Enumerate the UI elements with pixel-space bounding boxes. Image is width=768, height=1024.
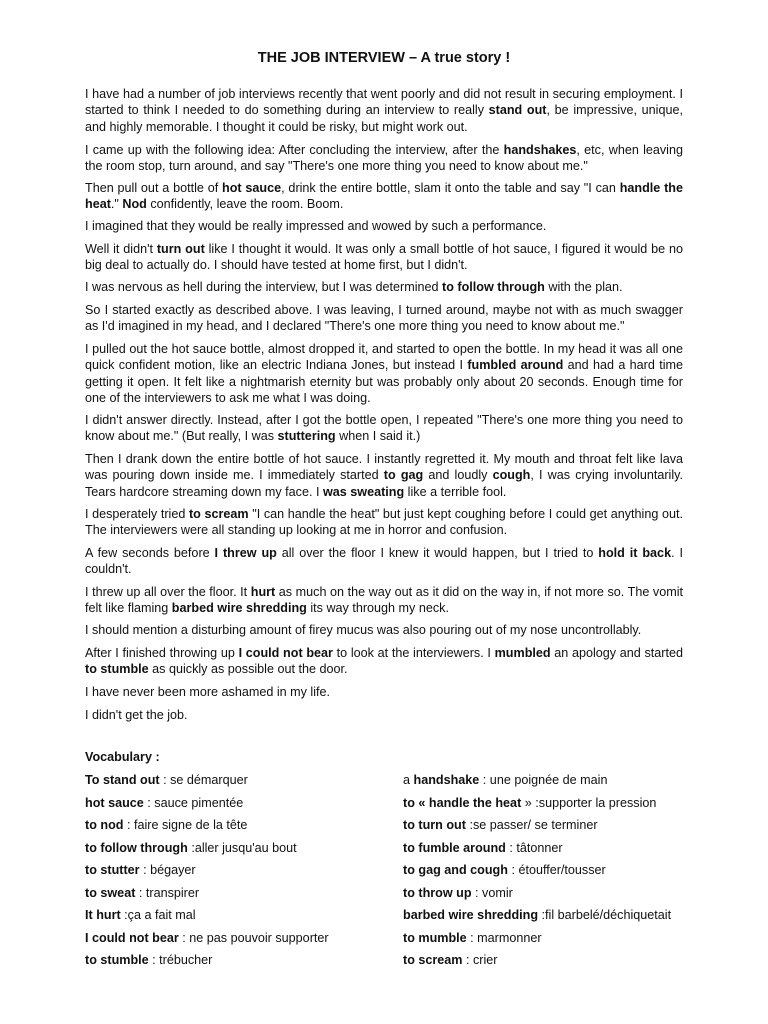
story-paragraph: [85, 279, 683, 295]
vocab-highlight: hurt: [250, 585, 276, 599]
vocab-highlight: handle the heat: [85, 181, 684, 212]
vocab-entry: [85, 931, 329, 945]
story-paragraph: [85, 506, 683, 539]
page-title: THE JOB INTERVIEW – A true story !: [257, 50, 511, 66]
story-paragraph: [85, 341, 683, 406]
vocab-definition: :ça a fait mal: [120, 908, 196, 922]
vocab-definition: : crier: [462, 953, 498, 967]
vocab-definition: : se démarquer: [159, 773, 248, 787]
story-paragraph: [85, 412, 683, 445]
vocab-definition: :se passer/ se terminer: [465, 818, 598, 832]
story-paragraph: [85, 622, 683, 638]
vocab-entry: [85, 841, 297, 855]
story-paragraph: [85, 142, 683, 175]
vocab-definition: : faire signe de la tête: [123, 818, 248, 832]
story-paragraph: [85, 545, 683, 578]
vocab-definition: » :supporter la pression: [521, 795, 657, 810]
vocab-definition: : sauce pimentée: [143, 795, 244, 810]
vocab-entry: [403, 863, 606, 877]
paragraph-text: "I can handle the heat" but just kept coughing before I could get anything out. The interviewers were all standing up looking at me in horror and confusion.: [85, 507, 683, 538]
story-paragraph: [85, 451, 683, 500]
paragraph-text: Then I drank down the entire bottle of hot sauce. I instantly regretted it. My mouth and throat felt like lava was pouring down inside me. I immediately started: [85, 452, 683, 483]
paragraph-text: when I said it.): [335, 429, 421, 444]
paragraph-text: I desperately tried: [85, 507, 189, 521]
paragraph-text: , drink the entire bottle, slam it onto the table and say "I can: [281, 181, 620, 195]
vocab-term: I could not bear: [85, 930, 179, 945]
vocab-term: to fumble around: [403, 840, 506, 855]
vocab-definition: : vomir: [471, 885, 513, 900]
vocab-highlight: hot sauce: [222, 181, 282, 195]
vocab-highlight: Nod: [122, 197, 147, 212]
story-paragraph: [85, 180, 683, 213]
vocab-highlight: to gag: [383, 468, 424, 483]
paragraph-text: , be impressive, unique, and highly memorable. I thought it could be risky, but might work out.: [85, 103, 683, 134]
vocab-term: to throw up: [403, 885, 472, 900]
vocab-highlight: hold it back: [598, 546, 672, 560]
vocab-term: It hurt: [85, 908, 121, 922]
vocab-entry: [403, 953, 498, 967]
paragraph-text: So I started exactly as described above. I was leaving, I turned around, maybe not with as much swagger as I'd imagined in my head, and I declared "There's one more thing you need to know about me.": [85, 303, 683, 334]
paragraph-text: I threw up all over the floor. It: [85, 585, 251, 599]
vocab-term: to stumble: [85, 953, 149, 967]
vocab-definition: : une poignée de main: [479, 773, 608, 787]
vocab-term: to mumble: [403, 930, 467, 945]
paragraph-text: I have had a number of job interviews recently that went poorly and did not result in securing employment. I started to think I needed to do something during an interview to really: [85, 87, 683, 118]
vocab-highlight: to follow through: [442, 280, 545, 294]
vocab-term: hot sauce: [85, 795, 144, 810]
vocab-article: a: [403, 773, 414, 787]
paragraph-text: confidently, leave the room. Boom.: [146, 197, 344, 212]
vocab-term: to stutter: [85, 863, 140, 877]
vocab-term: to nod: [85, 818, 124, 832]
vocab-highlight: to stumble: [85, 662, 149, 677]
vocab-term: to « handle the heat: [403, 795, 522, 810]
paragraph-text: I have never been more ashamed in my life.: [85, 685, 331, 699]
vocab-highlight: mumbled: [494, 646, 551, 660]
vocab-definition: : ne pas pouvoir supporter: [178, 930, 329, 945]
vocab-entry: [403, 841, 563, 855]
paragraph-text: I should mention a disturbing amount of firey mucus was also pouring out of my nose uncontrollably.: [85, 623, 642, 637]
vocab-definition: :aller jusqu'au bout: [187, 840, 297, 855]
vocab-term: handshake: [413, 773, 480, 787]
vocab-highlight: barbed wire shredding: [171, 601, 307, 616]
paragraph-text: I imagined that they would be really impressed and wowed by such a performance.: [85, 219, 547, 233]
vocab-entry: [85, 818, 247, 832]
vocab-term: to scream: [403, 953, 463, 967]
story-paragraph: [85, 218, 683, 234]
vocab-term: To stand out: [85, 773, 160, 787]
vocab-highlight: I could not bear: [238, 646, 333, 660]
vocab-term: to sweat: [85, 885, 136, 900]
vocab-highlight: I threw up: [214, 546, 277, 560]
vocab-term: to turn out: [403, 818, 466, 832]
paragraph-text: A few seconds before: [85, 546, 215, 560]
vocab-definition: : bégayer: [139, 863, 196, 877]
vocab-term: to follow through: [85, 840, 188, 855]
paragraph-text: , etc, when leaving the room stop, turn around, and say "There's one more thing you need to know about me.": [85, 143, 683, 174]
vocab-entry: [85, 796, 243, 810]
vocab-definition: : marmonner: [466, 930, 542, 945]
story-paragraph: [85, 645, 683, 678]
vocab-highlight: handshakes: [503, 143, 577, 157]
vocab-definition: : étouffer/tousser: [507, 863, 606, 877]
vocab-term: barbed wire shredding: [403, 908, 539, 922]
story-paragraph: [85, 684, 683, 700]
paragraph-text: as much on the way out as it did on the way in, if not more so. The vomit felt like flaming: [85, 585, 683, 616]
paragraph-text: its way through my neck.: [306, 601, 449, 616]
story-paragraph: [85, 302, 683, 335]
vocab-definition: : transpirer: [135, 885, 200, 900]
vocab-entry: [403, 818, 598, 832]
vocab-entry: [85, 953, 212, 967]
vocab-entry: [403, 796, 656, 810]
vocab-definition: : trébucher: [148, 953, 213, 967]
paragraph-text: Then pull out a bottle of: [85, 181, 223, 195]
vocab-entry: [403, 886, 513, 900]
paragraph-text: , I was crying involuntarily. Tears hardcore streaming down my face. I: [85, 468, 683, 499]
paragraph-text: to look at the interviewers. I: [332, 646, 495, 660]
vocab-entry: [403, 773, 607, 787]
paragraph-text: Well it didn't: [85, 242, 157, 256]
vocab-highlight: stuttering: [277, 429, 336, 444]
vocab-highlight: stand out: [488, 103, 547, 118]
paragraph-text: and had a hard time getting it open. It felt like a nightmarish eternity but was probably only about 20 seconds. Enough time for one of the interviewers to ask me what I was doing.: [85, 358, 683, 405]
vocab-definition: : tâtonner: [505, 840, 563, 855]
vocab-highlight: fumbled around: [467, 358, 564, 373]
vocab-entry: [85, 773, 248, 787]
paragraph-text: with the plan.: [544, 280, 623, 294]
vocab-highlight: cough: [492, 468, 531, 483]
paragraph-text: I was nervous as hell during the interview, but I was determined: [85, 280, 443, 294]
vocab-highlight: was sweating: [322, 484, 405, 499]
paragraph-text: After I finished throwing up: [85, 646, 239, 660]
vocab-entry: [403, 908, 671, 922]
vocab-definition: :fil barbelé/déchiquetait: [538, 908, 672, 922]
paragraph-text: like a terrible fool.: [404, 484, 507, 499]
paragraph-text: like I thought it would. It was only a small bottle of hot sauce, I figured it would be no big deal to actually do. I should have tested at home first, but I didn't.: [85, 242, 683, 273]
vocab-entry: [85, 908, 196, 922]
paragraph-text: as quickly as possible out the door.: [148, 662, 348, 677]
paragraph-text: and loudly: [423, 468, 493, 483]
paragraph-text: I didn't get the job.: [85, 708, 188, 722]
vocab-highlight: turn out: [156, 242, 205, 256]
story-paragraph: [85, 241, 683, 274]
vocab-entry: [85, 863, 196, 877]
paragraph-text: . I couldn't.: [85, 546, 683, 577]
paragraph-text: .": [110, 197, 123, 212]
paragraph-text: I pulled out the hot sauce bottle, almost dropped it, and started to open the bottle. In my head it was all one quick confident motion, like an electric Indiana Jones, but instead I: [85, 342, 683, 373]
story-paragraph: [85, 584, 683, 617]
vocabulary-heading: Vocabulary :: [85, 750, 160, 764]
vocab-entry: [403, 931, 542, 945]
paragraph-text: all over the floor I knew it would happen, but I tried to: [276, 546, 599, 560]
story-paragraph: [85, 86, 683, 135]
vocab-term: to gag and cough: [403, 863, 508, 877]
vocab-highlight: to scream: [188, 507, 249, 521]
vocab-entry: [85, 886, 199, 900]
paragraph-text: an apology and started: [550, 646, 684, 660]
paragraph-text: I didn't answer directly. Instead, after I got the bottle open, I repeated "There's one more thing you need to know about me." (But really, I was: [85, 413, 683, 444]
story-paragraph: [85, 707, 683, 723]
paragraph-text: I came up with the following idea: After concluding the interview, after the: [85, 143, 504, 157]
